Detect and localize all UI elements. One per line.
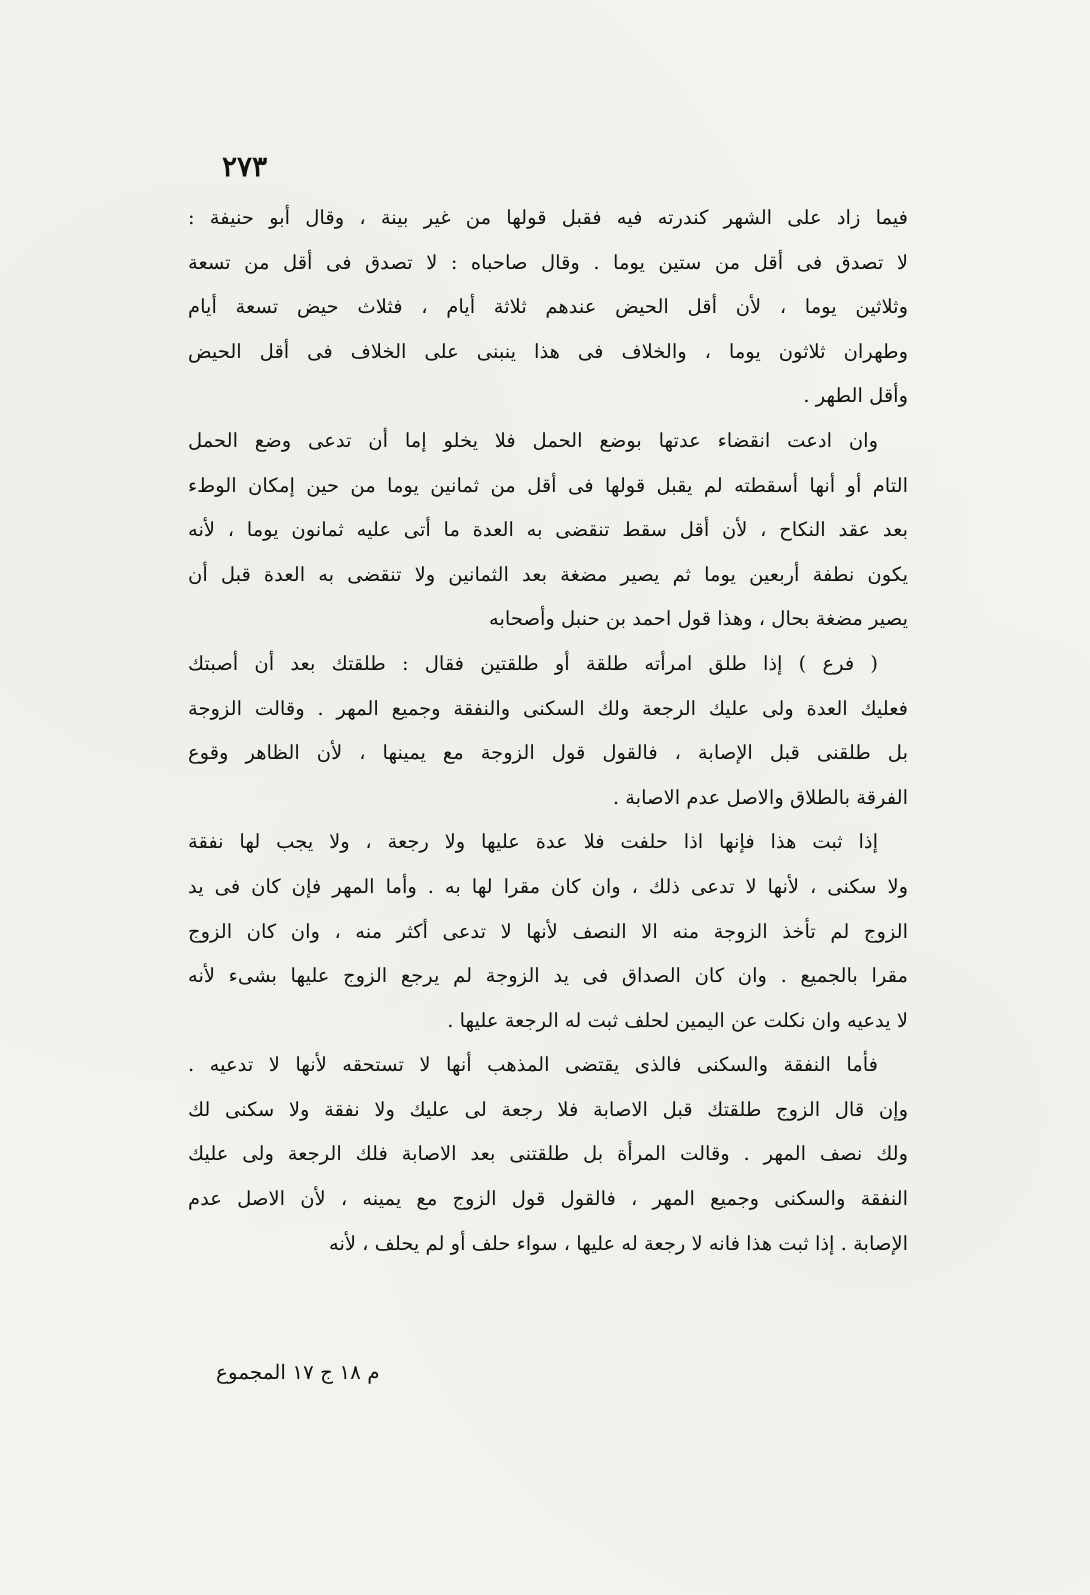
text-line: فيما زاد على الشهر كندرته فيه فقبل قولها من غير بينة ، وقال أبو حنيفة : [188,206,908,229]
text-line: مقرا بالجميع . وان كان الصداق فى يد الزوجة لم يرجع الزوج عليها بشىء لأنه [188,964,908,988]
text-line: فأما النفقة والسكنى فالذى يقتضى المذهب أنها لا تستحقه لأنها لا تدعيه . [188,1053,878,1077]
paragraph [188,642,908,820]
paragraph [188,196,908,419]
text-line: لا يدعيه وان نكلت عن اليمين لحلف ثبت له الرجعة عليها . [447,1008,908,1032]
text-line: وطهران ثلاثون يوما ، والخلاف فى هذا ينبنى على الخلاف فى أقل الحيض [188,339,908,363]
body-text [188,196,908,1266]
text-line: النفقة والسكنى وجميع المهر ، فالقول قول الزوج مع يمينه ، لأن الاصل عدم [188,1187,908,1211]
text-line: بل طلقنى قبل الإصابة ، فالقول قول الزوجة مع يمينها ، لأن الظاهر وقوع [188,741,908,765]
text-line: لا تصدق فى أقل من ستين يوما . وقال صاحباه : لا تصدق فى أقل من تسعة [188,250,908,274]
text-line: الإصابة . إذا ثبت هذا فانه لا رجعة له عليها ، سواء حلف أو لم يحلف ، لأنه [328,1231,908,1255]
text-line: الزوج لم تأخذ الزوجة منه الا النصف لأنها لا تدعى أكثر منه ، وان كان الزوج [188,919,908,943]
text-line: وإن قال الزوج طلقتك قبل الاصابة فلا رجعة لى عليك ولا نفقة ولا سكنى لك [188,1097,908,1121]
text-line: فعليك العدة ولى عليك الرجعة ولك السكنى والنفقة وجميع المهر . وقالت الزوجة [188,696,908,720]
text-line: ( فرع ) إذا طلق امرأته طلقة أو طلقتين فقال : طلقتك بعد أن أصبتك [188,651,878,675]
page-footer-signature: م ١٨ ج ١٧ المجموع [216,1360,380,1384]
text-line: ولك نصف المهر . وقالت المرأة بل طلقتنى بعد الاصابة فلك الرجعة ولى عليك [188,1142,908,1166]
text-line: إذا ثبت هذا فإنها اذا حلفت فلا عدة عليها ولا رجعة ، ولا يجب لها نفقة [188,830,878,854]
page-number: ٢٧٣ [222,150,268,183]
text-line: وأقل الطهر . [803,384,908,408]
text-line: وثلاثين يوما ، لأن أقل الحيض عندهم ثلاثة أيام ، فثلاث حيض تسعة أيام [188,295,908,319]
text-line: التام أو أنها أسقطته لم يقبل قولها فى أقل من ثمانين يوما من حين إمكان الوطء [188,473,908,497]
text-line: وان ادعت انقضاء عدتها بوضع الحمل فلا يخلو إما أن تدعى وضع الحمل [188,428,878,452]
paragraph [188,419,908,642]
text-line: الفرقة بالطلاق والاصل عدم الاصابة . [612,785,908,809]
text-line: بعد عقد النكاح ، لأن أقل سقط تنقضى به العدة ما أتى عليه ثمانون يوما ، لأنه [188,518,908,542]
text-line: يكون نطفة أربعين يوما ثم يصير مضغة بعد الثمانين ولا تنقضى به العدة قبل أن [188,562,908,586]
text-line: يصير مضغة بحال ، وهذا قول احمد بن حنبل وأصحابه [489,607,908,631]
paragraph [188,820,908,1043]
text-line: ولا سكنى ، لأنها لا تدعى ذلك ، وان كان مقرا لها به . وأما المهر فإن كان فى يد [188,874,908,898]
paragraph [188,1043,908,1266]
